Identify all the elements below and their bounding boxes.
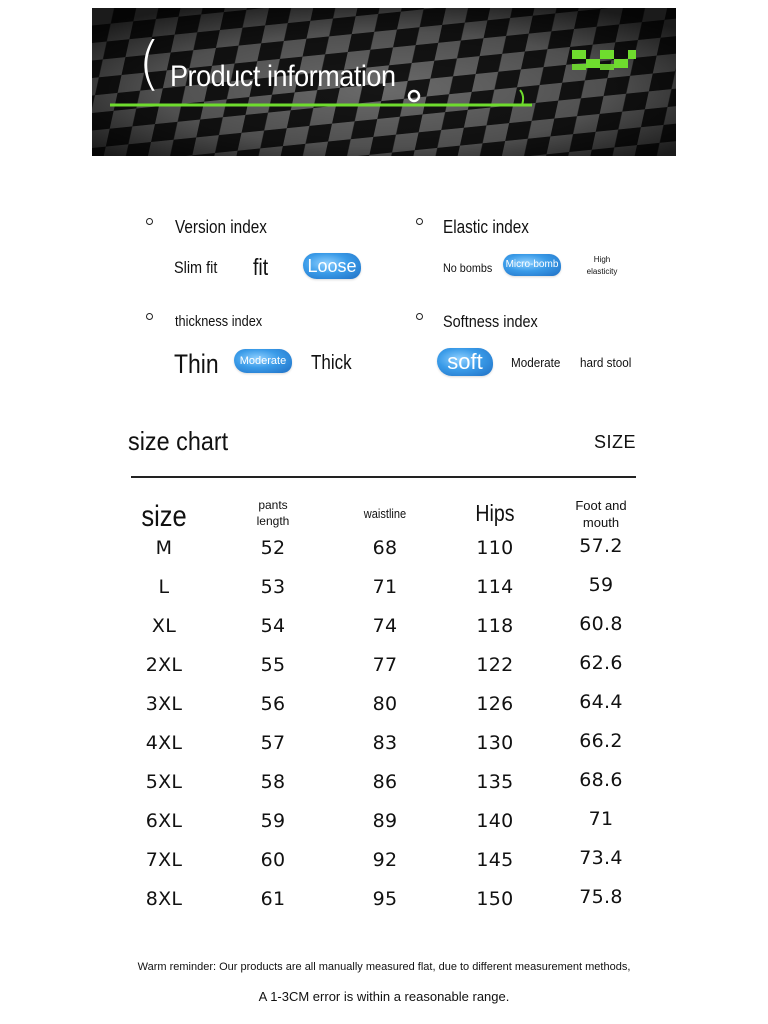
measurement-cell: 57.2 — [579, 535, 623, 557]
column-header-3: waistline — [363, 506, 407, 521]
measurement-cell: 62.6 — [579, 652, 623, 674]
bullet-icon — [416, 218, 423, 225]
size-cell: 7XL — [145, 849, 183, 871]
measurement-cell: 66.2 — [579, 730, 623, 752]
measurement-cell: 64.4 — [579, 691, 623, 713]
error-range-text: A 1-3CM error is within a reasonable range. — [258, 989, 510, 1004]
measurement-cell: 57 — [260, 732, 286, 754]
measurement-cell: 68 — [372, 537, 398, 559]
measurement-cell: 71 — [588, 808, 614, 830]
measurement-cell: 145 — [476, 849, 514, 871]
measurement-cell: 140 — [476, 810, 514, 832]
divider — [131, 476, 636, 478]
size-cell: XL — [151, 615, 177, 637]
banner-title: Product information — [170, 60, 396, 93]
measurement-cell: 92 — [372, 849, 398, 871]
measurement-cell: 114 — [476, 576, 514, 598]
softness-index-title: Softness index — [443, 312, 538, 331]
measurement-cell: 55 — [260, 654, 286, 676]
measurement-cell: 71 — [372, 576, 398, 598]
size-cell: 4XL — [145, 732, 183, 754]
elastic-option-high-elasticity: High elasticity — [586, 255, 618, 276]
version-option-loose-badge: Loose — [303, 253, 361, 279]
measurement-cell: 52 — [260, 537, 286, 559]
warm-reminder-text: Warm reminder: Our products are all manually measured flat, due to different measurement methods, — [137, 961, 631, 973]
measurement-cell: 56 — [260, 693, 286, 715]
softness-option-hard-stool: hard stool — [580, 355, 632, 370]
size-cell: 2XL — [145, 654, 183, 676]
column-header-4: Hips — [475, 500, 515, 526]
size-cell: 3XL — [145, 693, 183, 715]
thickness-option-moderate-badge: Moderate — [234, 349, 292, 373]
measurement-cell: 60.8 — [579, 613, 623, 635]
column-header-1: size — [141, 500, 187, 533]
size-chart-label: SIZE — [593, 432, 636, 452]
size-cell: L — [158, 576, 170, 598]
measurement-cell: 122 — [476, 654, 514, 676]
measurement-cell: 118 — [476, 615, 514, 637]
measurement-cell: 89 — [372, 810, 398, 832]
softness-option-soft-badge: soft — [437, 348, 493, 376]
softness-option-moderate: Moderate — [511, 355, 561, 370]
measurement-cell: 60 — [260, 849, 286, 871]
size-chart-title: size chart — [128, 426, 229, 456]
bullet-icon — [146, 218, 153, 225]
product-info-banner — [92, 8, 676, 156]
measurement-cell: 54 — [260, 615, 286, 637]
measurement-cell: 59 — [260, 810, 286, 832]
measurement-cell: 80 — [372, 693, 398, 715]
measurement-cell: 73.4 — [579, 847, 623, 869]
thickness-index-title: thickness index — [175, 313, 263, 330]
version-index-title: Version index — [175, 217, 267, 237]
measurement-cell: 130 — [476, 732, 514, 754]
version-option-fit: fit — [253, 254, 269, 280]
column-header-2: pants length — [256, 498, 290, 528]
size-cell: 5XL — [145, 771, 183, 793]
elastic-option-micro-bomb-badge: Micro-bomb — [503, 254, 561, 276]
measurement-cell: 135 — [476, 771, 514, 793]
elastic-index-title: Elastic index — [443, 217, 529, 237]
measurement-cell: 59 — [588, 574, 614, 596]
size-cell: 8XL — [145, 888, 183, 910]
version-option-slim-fit: Slim fit — [174, 258, 218, 277]
measurement-cell: 83 — [372, 732, 398, 754]
measurement-cell: 86 — [372, 771, 398, 793]
measurement-cell: 58 — [260, 771, 286, 793]
elastic-option-no-bombs: No bombs — [443, 261, 493, 275]
bullet-icon — [416, 313, 423, 320]
bullet-icon — [146, 313, 153, 320]
measurement-cell: 61 — [260, 888, 286, 910]
column-header-5: Foot and mouth — [575, 498, 627, 530]
size-cell: M — [155, 537, 173, 559]
thickness-option-thick: Thick — [311, 352, 352, 374]
measurement-cell: 77 — [372, 654, 398, 676]
measurement-cell: 110 — [476, 537, 514, 559]
measurement-cell: 74 — [372, 615, 398, 637]
measurement-cell: 75.8 — [579, 886, 623, 908]
measurement-cell: 53 — [260, 576, 286, 598]
size-cell: 6XL — [145, 810, 183, 832]
measurement-cell: 126 — [476, 693, 514, 715]
measurement-cell: 95 — [372, 888, 398, 910]
thickness-option-thin: Thin — [174, 349, 219, 379]
measurement-cell: 68.6 — [579, 769, 623, 791]
banner-bracket: ( — [138, 29, 161, 97]
measurement-cell: 150 — [476, 888, 514, 910]
